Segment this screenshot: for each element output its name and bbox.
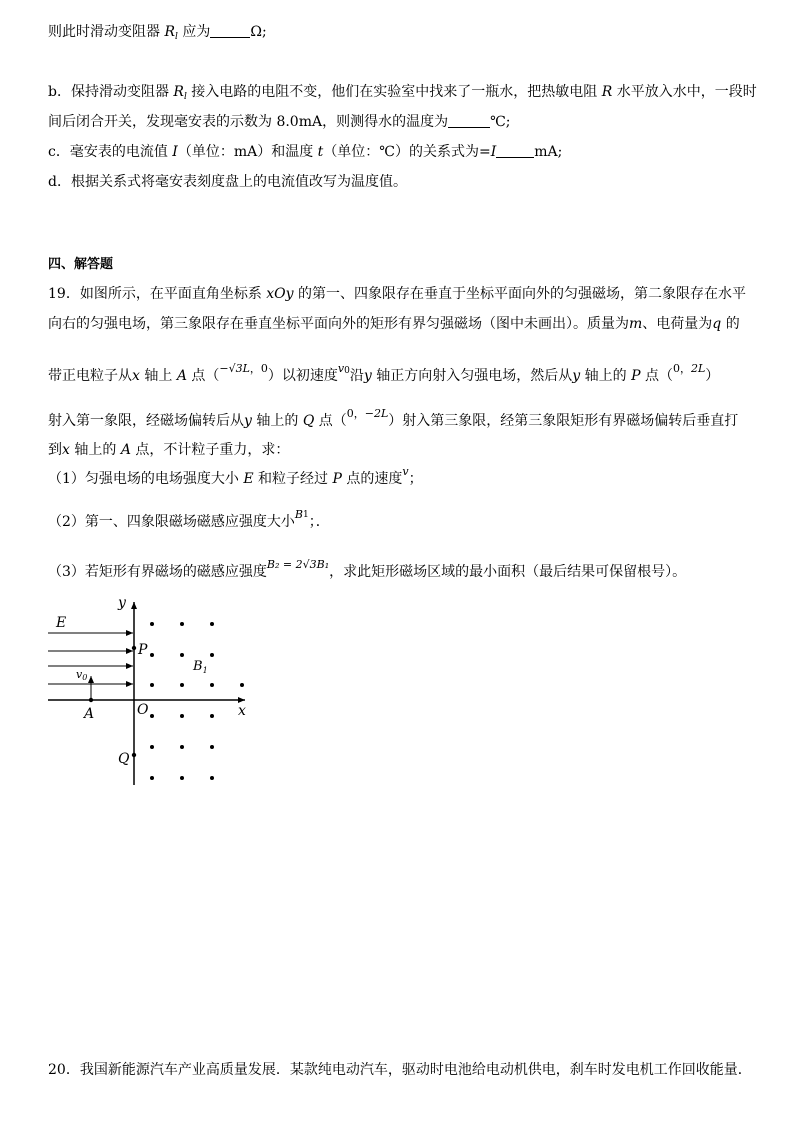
point-A	[89, 698, 93, 702]
label-y: y	[118, 595, 126, 611]
field-dot	[210, 714, 214, 718]
answer-blank[interactable]	[210, 23, 250, 38]
label-x: x	[238, 703, 246, 719]
field-dot	[150, 622, 154, 626]
field-dot	[210, 745, 214, 749]
text-line-2: b．保持滑动变阻器 $R_l$ 接入电路的电阻不变，他们在实验室中找来了一瓶水，把热敏电阻 R 水平放入水中，一段时	[48, 84, 757, 102]
q19-line-5: 到x 轴上的 A 点，不计粒子重力，求：	[48, 442, 290, 458]
field-dot	[210, 776, 214, 780]
field-dot	[180, 622, 184, 626]
field-dot	[150, 683, 154, 687]
label-Q: Q	[118, 751, 130, 767]
section-title: 四、解答题	[48, 257, 114, 272]
label-E: E	[56, 615, 67, 631]
physics-diagram	[40, 590, 260, 790]
field-dot	[210, 653, 214, 657]
field-dot	[150, 776, 154, 780]
field-dot	[150, 714, 154, 718]
field-dot	[210, 683, 214, 687]
q19-subquestion-1: （1）匀强电场的电场强度大小 E 和粒子经过 P 点的速度$^v$；	[48, 465, 423, 487]
field-dot	[180, 653, 184, 657]
point-Q	[132, 753, 136, 757]
answer-blank[interactable]	[448, 113, 490, 128]
q19-subquestion-3: （3）若矩形有界磁场的磁感应强度$^{B_2 = 2√3B_1}$，求此矩形磁场区域的最小面积（最后结果可保留根号）。	[48, 558, 687, 580]
text-line-5: d．根据关系式将毫安表刻度盘上的电流值改写为温度值。	[48, 174, 407, 190]
label-v0: v0	[76, 668, 88, 682]
field-dot	[180, 776, 184, 780]
field-dot	[180, 745, 184, 749]
q19-line-1: 19．如图所示，在平面直角坐标系 xOy 的第一、四象限存在垂直于坐标平面向外的匀强磁场，第二象限存在水平	[48, 286, 747, 302]
field-dot	[210, 622, 214, 626]
q19-subquestion-2: （2）第一、四象限磁场磁感应强度大小$^{B1}$；．	[48, 508, 330, 530]
q19-line-4: 射入第一象限，经磁场偏转后从y 轴上的 Q 点（$^{0,-2L}$）射入第三象限，经第三象限矩形有界磁场偏转后垂直打	[48, 407, 739, 429]
field-dot	[150, 745, 154, 749]
q19-line-3: 带正电粒子从x 轴上 A 点（$^{-√3L,0}$）以初速度$^{v0}$沿y 轴正方向射入匀强电场，然后从y 轴上的 P 点（$^{0,2L}$）	[48, 362, 720, 384]
text-line-1: 则此时滑动变阻器 $R_l$ 应为 Ω;	[48, 24, 267, 42]
text-line-4: c．毫安表的电流值 I（单位：mA）和温度 t（单位：℃）的关系式为=I mA;	[48, 144, 563, 160]
field-dot	[150, 653, 154, 657]
text-line-3: 间后闭合开关，发现毫安表的示数为 8.0mA，则测得水的温度为 ℃;	[48, 114, 511, 130]
label-B1: $B_1$	[193, 659, 208, 675]
answer-blank[interactable]	[496, 143, 534, 158]
label-A: A	[84, 706, 95, 722]
field-dot	[180, 683, 184, 687]
label-P: P	[138, 642, 148, 658]
label-O: O	[137, 702, 149, 718]
point-P	[132, 646, 136, 650]
field-dot	[180, 714, 184, 718]
q19-line-2: 向右的匀强电场，第三象限存在垂直坐标平面向外的矩形有界匀强磁场（图中未画出）。质量为m、电荷量为q 的	[48, 316, 740, 332]
q20-line-1: 20．我国新能源汽车产业高质量发展．某款纯电动汽车，驱动时电池给电动机供电，刹车时发电机工作回收能量．	[48, 1062, 752, 1078]
field-dot	[240, 683, 244, 687]
magnetic-field-dots	[150, 622, 244, 780]
